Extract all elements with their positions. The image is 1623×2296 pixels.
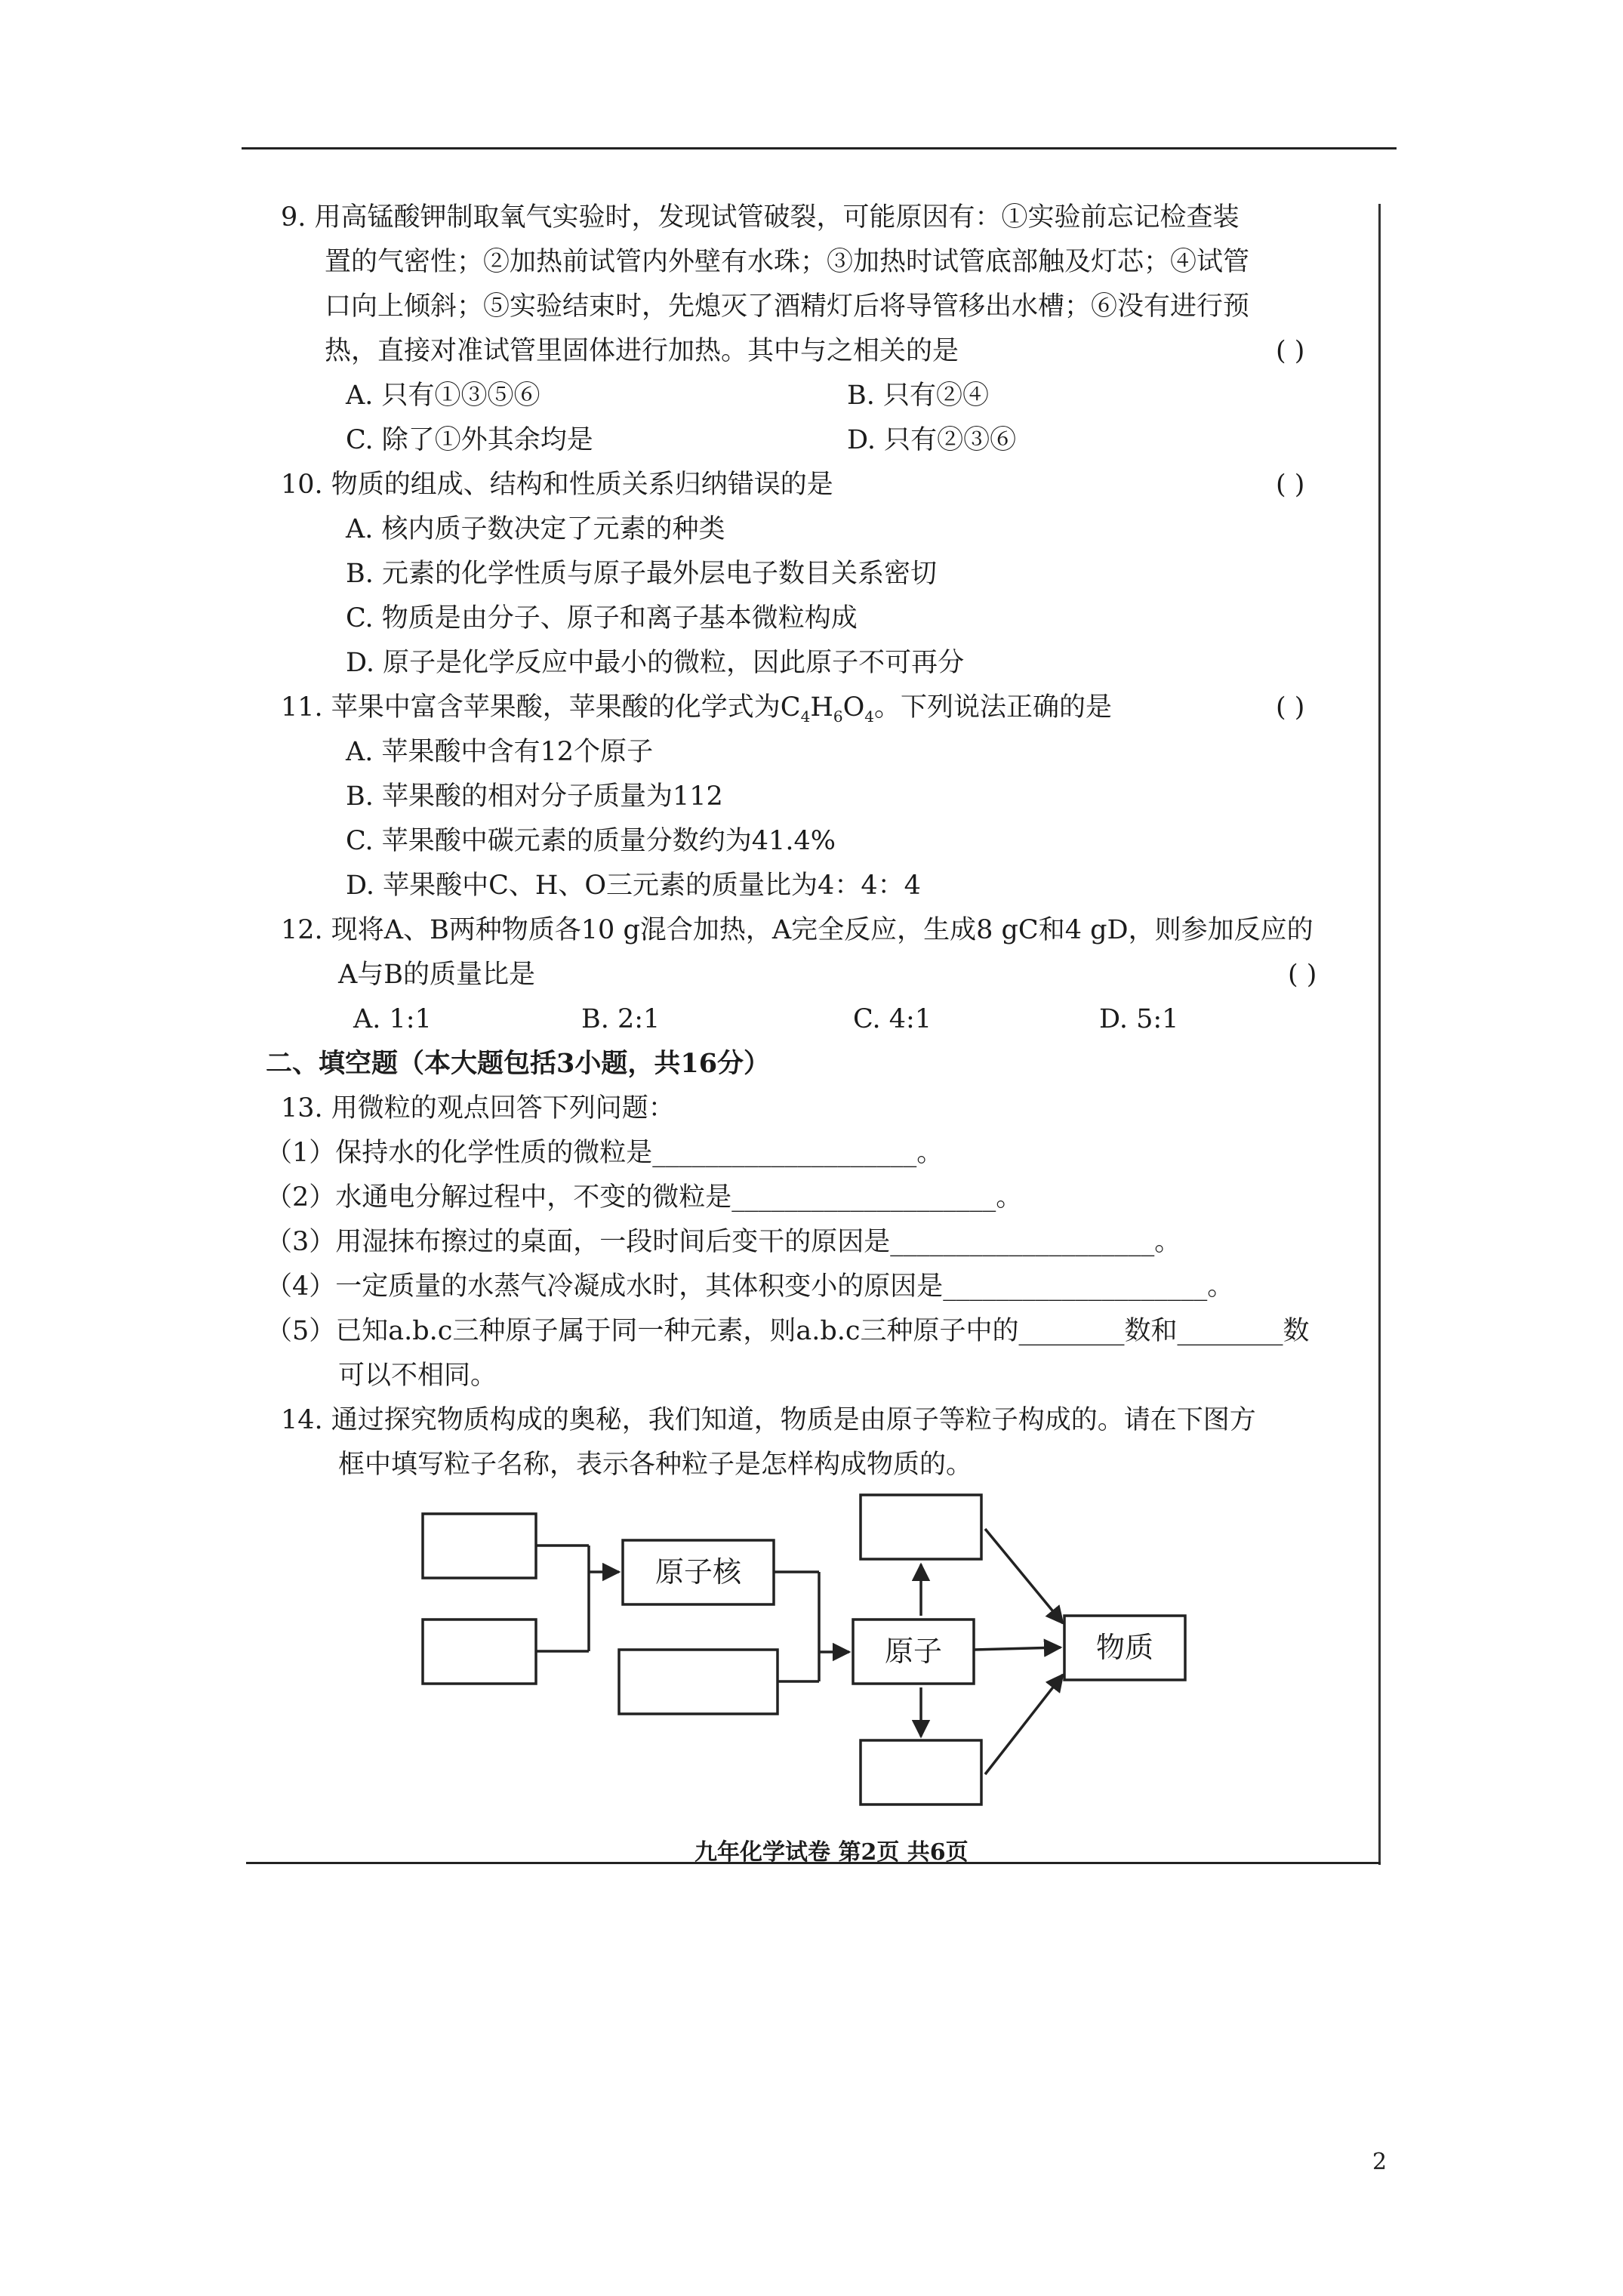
q12-line1: 12. 现将A、B两种物质各10 g混合加热，A完全反应，生成8 gC和4 gD，则参加反应的 bbox=[281, 915, 1313, 945]
q13-sub3: （3）用湿抹布擦过的桌面，一段时间后变干的原因是____________________。 bbox=[266, 1227, 1181, 1257]
q11-option-c: C. 苹果酸中碳元素的质量分数约为41.4% bbox=[346, 826, 836, 856]
q11-formula-sub-c: 4 bbox=[800, 707, 811, 726]
q11-formula-sub-o: 4 bbox=[864, 707, 875, 726]
q13-sub5: （5）已知a.b.c三种原子属于同一种元素，则a.b.c三种原子中的________数和________数 bbox=[266, 1316, 1310, 1346]
nucleus-label: 原子核 bbox=[654, 1555, 742, 1589]
q13-sub4: （4）一定质量的水蒸气冷凝成水时，其体积变小的原因是____________________。 bbox=[266, 1271, 1234, 1302]
q12-line2: A与B的质量比是 bbox=[338, 960, 535, 990]
q11-formula-o: O bbox=[842, 692, 865, 723]
blank-box-proton bbox=[423, 1514, 536, 1578]
q9-line3: 口向上倾斜；⑤实验结束时，先熄灭了酒精灯后将导管移出水槽；⑥没有进行预 bbox=[325, 291, 1250, 322]
atom-label: 原子 bbox=[884, 1635, 943, 1668]
blank-box-ion bbox=[861, 1740, 981, 1804]
q11-stem-tail: 。下列说法正确的是 bbox=[874, 692, 1113, 723]
q9-option-c: C. 除了①外其余均是 bbox=[346, 425, 593, 455]
q12-option-b: B. 2:1 bbox=[581, 1004, 661, 1034]
q9-option-d: D. 只有②③⑥ bbox=[847, 425, 1017, 455]
q9-option-b: B. 只有②④ bbox=[847, 381, 989, 411]
section-heading: 二、填空题（本大题包括3小题，共16分） bbox=[266, 1048, 771, 1079]
q9-line4: 热，直接对准试管里固体进行加热。其中与之相关的是 bbox=[325, 336, 959, 366]
right-border bbox=[1378, 204, 1381, 1865]
q11-option-b: B. 苹果酸的相对分子质量为112 bbox=[346, 781, 723, 812]
q10-answer-paren: ( ) bbox=[1276, 470, 1305, 500]
q13-sub2: （2）水通电分解过程中，不变的微粒是____________________。 bbox=[266, 1182, 1023, 1213]
blank-box-neutron bbox=[423, 1620, 536, 1684]
q9-answer-paren: ( ) bbox=[1276, 336, 1305, 366]
q10-stem: 10. 物质的组成、结构和性质关系归纳错误的是 bbox=[281, 470, 833, 500]
q12-option-a: A. 1:1 bbox=[353, 1004, 432, 1034]
q11-formula-h: H bbox=[810, 692, 833, 723]
q11-stem bbox=[281, 691, 1112, 733]
q12-option-c: C. 4:1 bbox=[853, 1004, 932, 1034]
q11-answer-paren: ( ) bbox=[1276, 692, 1305, 723]
page-number: 2 bbox=[1372, 2149, 1387, 2175]
q9-option-a: A. 只有①③⑤⑥ bbox=[346, 381, 540, 411]
q14-line1: 14. 通过探究物质构成的奥秘，我们知道，物质是由原子等粒子构成的。请在下图方 bbox=[281, 1405, 1256, 1435]
substance-label: 物质 bbox=[1095, 1631, 1154, 1664]
q10-option-d: D. 原子是化学反应中最小的微粒，因此原子不可再分 bbox=[346, 648, 965, 678]
top-rule bbox=[242, 147, 1397, 149]
exam-footer: 九年化学试卷 第2页 共6页 bbox=[694, 1839, 969, 1866]
q11-formula-sub-h: 6 bbox=[833, 707, 843, 726]
q9-line1: 9. 用高锰酸钾制取氧气实验时，发现试管破裂，可能原因有：①实验前忘记检查装 bbox=[281, 202, 1240, 233]
q9-line2: 置的气密性；②加热前试管内外壁有水珠；③加热时试管底部触及灯芯；④试管 bbox=[325, 247, 1250, 277]
q13-stem: 13. 用微粒的观点回答下列问题： bbox=[281, 1093, 675, 1123]
q10-option-a: A. 核内质子数决定了元素的种类 bbox=[346, 514, 725, 544]
particle-structure-diagram bbox=[408, 1480, 1208, 1827]
q13-sub5-cont: 可以不相同。 bbox=[338, 1361, 497, 1391]
q11-option-d: D. 苹果酸中C、H、O三元素的质量比为4：4：4 bbox=[346, 871, 921, 901]
q11-stem-text: 11. 苹果中富含苹果酸，苹果酸的化学式为C bbox=[281, 692, 801, 723]
q12-answer-paren: ( ) bbox=[1288, 960, 1317, 990]
q12-option-d: D. 5:1 bbox=[1099, 1004, 1179, 1034]
q10-option-b: B. 元素的化学性质与原子最外层电子数目关系密切 bbox=[346, 559, 937, 589]
q13-sub1: （1）保持水的化学性质的微粒是____________________。 bbox=[266, 1138, 944, 1168]
q10-option-c: C. 物质是由分子、原子和离子基本微粒构成 bbox=[346, 603, 858, 633]
q14-line2: 框中填写粒子名称，表示各种粒子是怎样构成物质的。 bbox=[338, 1450, 973, 1480]
q11-option-a: A. 苹果酸中含有12个原子 bbox=[346, 737, 654, 767]
blank-box-molecule bbox=[861, 1495, 981, 1559]
blank-box-electron bbox=[619, 1650, 778, 1714]
